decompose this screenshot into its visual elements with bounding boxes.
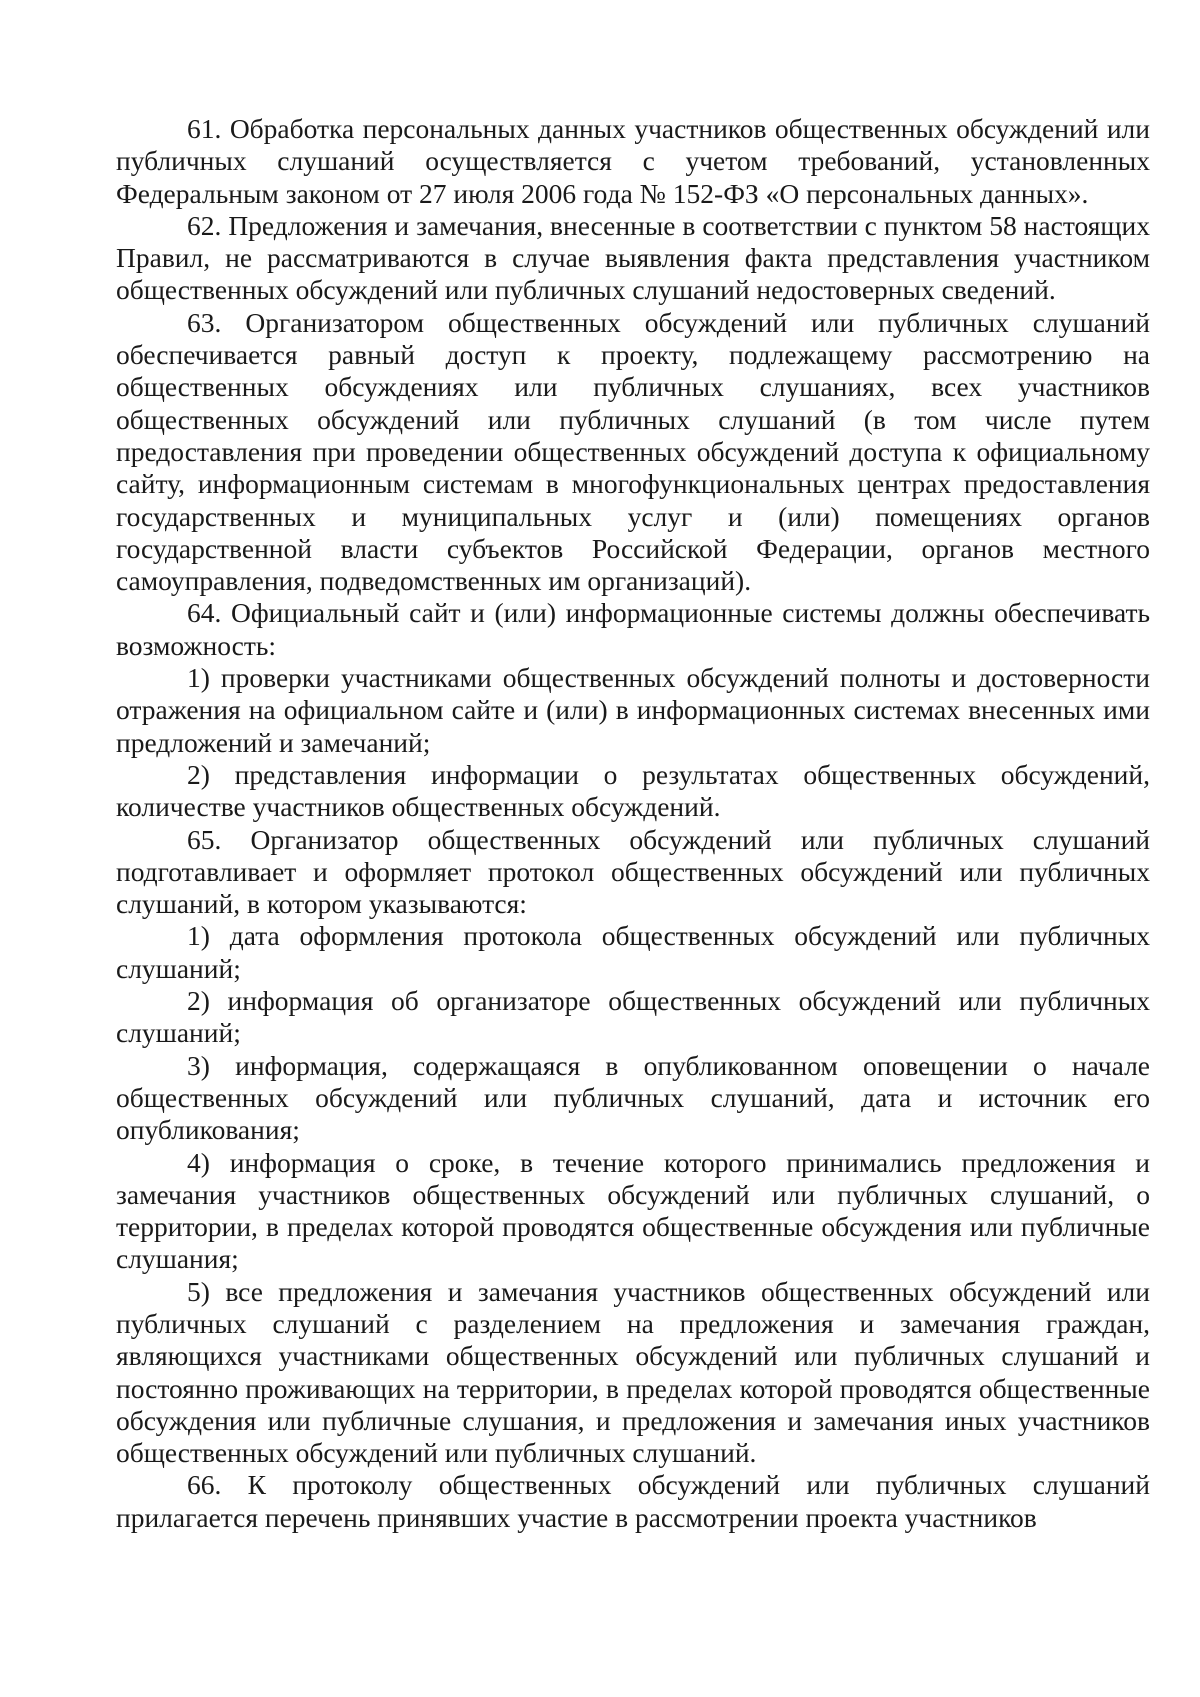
paragraph-65-item-4: 4) информация о сроке, в течение которого принимались предложения и замечания участников общественных обсуждений или публичных слушаний, о территории, в пределах которой проводятся общественные обсуждения или публичные слушания; <box>116 1146 1150 1275</box>
paragraph-65-item-5: 5) все предложения и замечания участников общественных обсуждений или публичных слушаний с разделением на предложения и замечания граждан, являющихся участниками общественных обсуждений или публичных слушаний и постоянно проживающих на территории, в пределах которой проводятся общественные обсуждения или публичные слушания, и предложения и замечания иных участников общественных обсуждений или публичных слушаний. <box>116 1275 1150 1469</box>
paragraph-65-item-1: 1) дата оформления протокола общественных обсуждений или публичных слушаний; <box>116 920 1150 984</box>
paragraph-64: 64. Официальный сайт и (или) информационные системы должны обеспечивать возможность: <box>116 597 1150 661</box>
paragraph-65-item-2: 2) информация об организаторе общественных обсуждений или публичных слушаний; <box>116 985 1150 1049</box>
paragraph-65-item-3: 3) информация, содержащаяся в опубликованном оповещении о начале общественных обсуждений или публичных слушаний, дата и источник его опубликования; <box>116 1049 1150 1146</box>
paragraph-62: 62. Предложения и замечания, внесенные в соответствии с пунктом 58 настоящих Правил, не рассматриваются в случае выявления факта представления участником общественных обсуждений или публичных слушаний недостоверных сведений. <box>116 209 1150 306</box>
paragraph-64-item-2: 2) представления информации о результатах общественных обсуждений, количестве участников общественных обсуждений. <box>116 758 1150 823</box>
document-body <box>116 113 1150 1534</box>
paragraph-64-item-1: 1) проверки участниками общественных обсуждений полноты и достоверности отражения на официальном сайте и (или) в информационных системах внесенных ими предложений и замечаний; <box>116 662 1150 758</box>
paragraph-66: 66. К протоколу общественных обсуждений или публичных слушаний прилагается перечень принявших участие в рассмотрении проекта участников <box>116 1469 1150 1533</box>
paragraph-61: 61. Обработка персональных данных участников общественных обсуждений или публичных слушаний осуществляется с учетом требований, установленных Федеральным законом от 27 июля 2006 года № 152-ФЗ «О персональных данных». <box>116 113 1150 209</box>
paragraph-65: 65. Организатор общественных обсуждений или публичных слушаний подготавливает и оформляет протокол общественных обсуждений или публичных слушаний, в котором указываются: <box>116 823 1150 920</box>
paragraph-63: 63. Организатором общественных обсуждений или публичных слушаний обеспечивается равный доступ к проекту, подлежащему рассмотрению на общественных обсуждениях или публичных слушаниях, всех участников общественных обсуждений или публичных слушаний (в том числе путем предоставления при проведении общественных обсуждений доступа к официальному сайту, информационным системам в многофункциональных центрах предоставления государственных и муниципальных услуг и (или) помещениях органов государственной власти субъектов Российской Федерации, органов местного самоуправления, подведомственных им организаций). <box>116 306 1150 597</box>
